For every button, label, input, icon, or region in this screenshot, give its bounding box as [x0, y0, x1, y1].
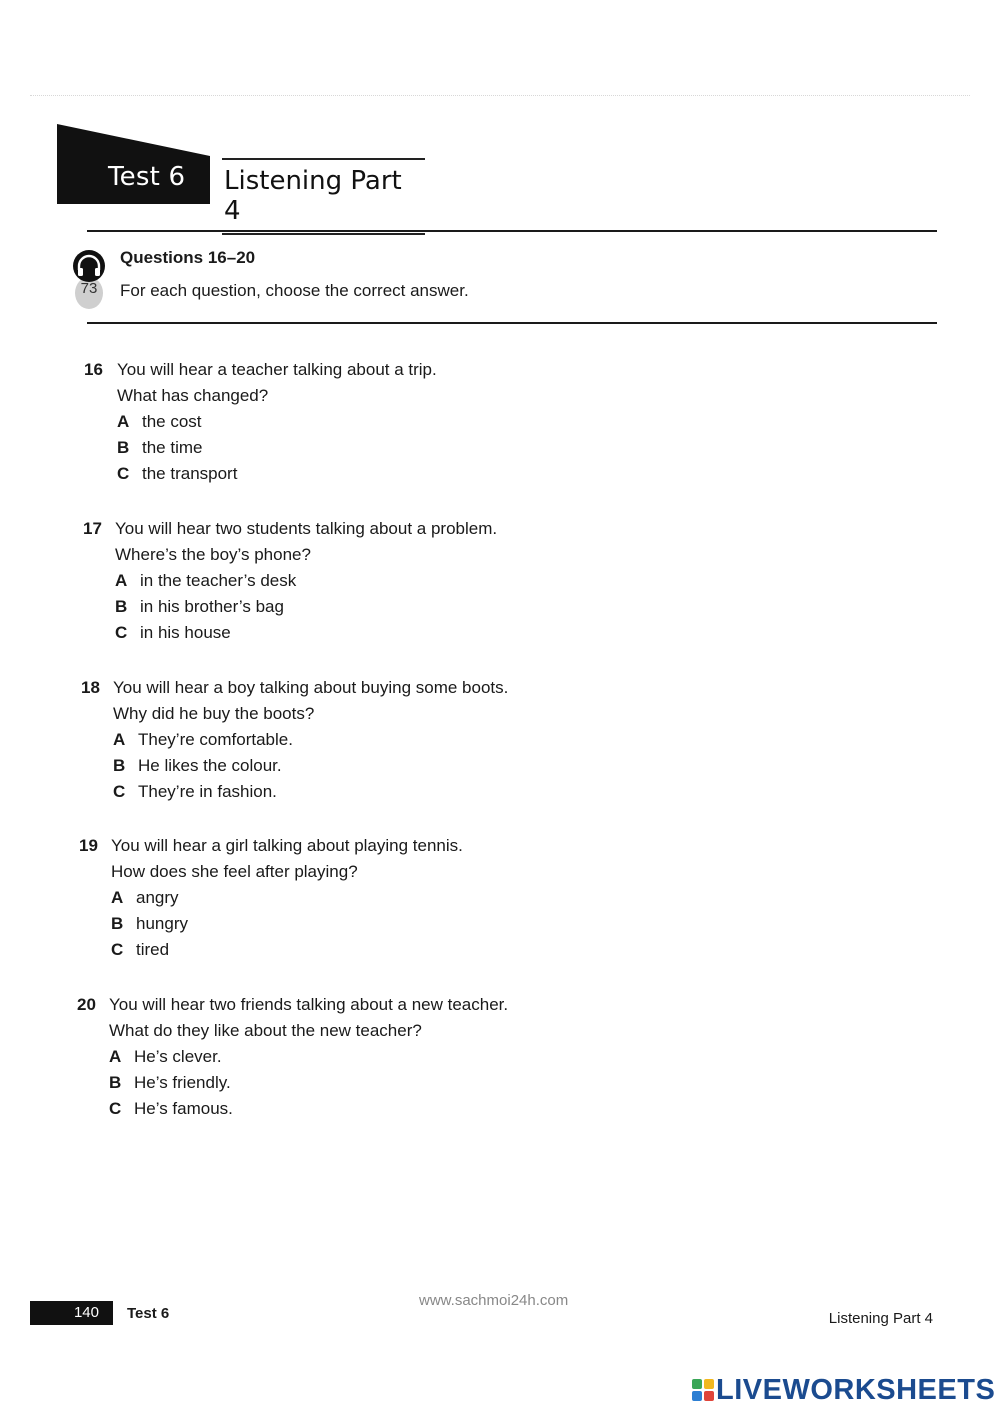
question-context: You will hear a girl talking about playing tennis. [111, 836, 463, 855]
option-a[interactable] [113, 727, 613, 753]
option-c[interactable] [117, 461, 617, 487]
question-range: Questions 16–20 [120, 248, 256, 267]
question-prompt: What has changed? [117, 386, 269, 405]
liveworksheets-logo-icon [692, 1379, 714, 1401]
option-letter: B [109, 1073, 122, 1092]
option-letter: C [109, 1099, 122, 1118]
option-letter: A [111, 888, 124, 907]
question-number: 16 [84, 360, 103, 379]
footer-test-label: Test 6 [127, 1305, 170, 1322]
option-letter: A [117, 412, 130, 431]
question-number: 17 [83, 519, 102, 538]
option-text: the time [142, 438, 203, 457]
option-text: He’s friendly. [134, 1073, 231, 1092]
option-text: angry [136, 888, 179, 907]
instruction-text: For each question, choose the correct answer. [120, 281, 469, 300]
option-text: They’re comfortable. [138, 730, 293, 749]
question-context: You will hear two friends talking about a new teacher. [109, 995, 509, 1014]
option-a[interactable] [109, 1044, 609, 1070]
option-letter: B [111, 914, 124, 933]
option-text: the cost [142, 412, 202, 431]
option-letter: A [109, 1047, 122, 1066]
option-text: He likes the colour. [138, 756, 282, 775]
question-context: You will hear a teacher talking about a trip. [117, 360, 437, 379]
option-c[interactable] [115, 620, 615, 646]
option-letter: C [113, 782, 126, 801]
option-b[interactable] [113, 753, 613, 779]
page-number: 140 [30, 1301, 113, 1325]
option-letter: B [113, 756, 126, 775]
option-text: He’s famous. [134, 1099, 233, 1118]
option-b[interactable] [111, 911, 611, 937]
option-b[interactable] [109, 1070, 609, 1096]
option-text: in his house [140, 623, 231, 642]
option-text: the transport [142, 464, 238, 483]
watermark-url: www.sachmoi24h.com [419, 1292, 569, 1309]
question-number: 20 [77, 995, 96, 1014]
option-letter: C [115, 623, 128, 642]
option-text: They’re in fashion. [138, 782, 277, 801]
top-divider [87, 230, 937, 232]
option-b[interactable] [115, 594, 615, 620]
footer-part-label: Listening Part 4 [828, 1310, 933, 1327]
option-text: in his brother’s bag [140, 597, 284, 616]
question-prompt: What do they like about the new teacher? [109, 1021, 422, 1040]
liveworksheets-wordmark: LIVEWORKSHEETS [716, 1374, 996, 1406]
option-letter: B [115, 597, 128, 616]
question-context: You will hear a boy talking about buying some boots. [113, 678, 509, 697]
option-c[interactable] [109, 1096, 609, 1122]
option-c[interactable] [111, 937, 611, 963]
bottom-divider [87, 322, 937, 324]
option-a[interactable] [115, 568, 615, 594]
part-title: Listening Part 4 [222, 158, 425, 235]
scan-artifact-line [30, 95, 970, 96]
option-a[interactable] [117, 409, 617, 435]
option-letter: A [113, 730, 126, 749]
question-prompt: Where’s the boy’s phone? [115, 545, 311, 564]
question-prompt: Why did he buy the boots? [113, 704, 315, 723]
option-a[interactable] [111, 885, 611, 911]
question-context: You will hear two students talking about a problem. [115, 519, 498, 538]
track-number: 73 [80, 280, 98, 297]
option-letter: C [111, 940, 124, 959]
option-letter: B [117, 438, 130, 457]
option-b[interactable] [117, 435, 617, 461]
option-text: in the teacher’s desk [140, 571, 297, 590]
option-text: He’s clever. [134, 1047, 222, 1066]
option-text: tired [136, 940, 170, 959]
option-letter: A [115, 571, 128, 590]
question-number: 18 [81, 678, 100, 697]
option-letter: C [117, 464, 130, 483]
question-number: 19 [79, 836, 98, 855]
question-prompt: How does she feel after playing? [111, 862, 358, 881]
test-label: Test 6 [108, 162, 186, 192]
option-text: hungry [136, 914, 188, 933]
option-c[interactable] [113, 779, 613, 805]
